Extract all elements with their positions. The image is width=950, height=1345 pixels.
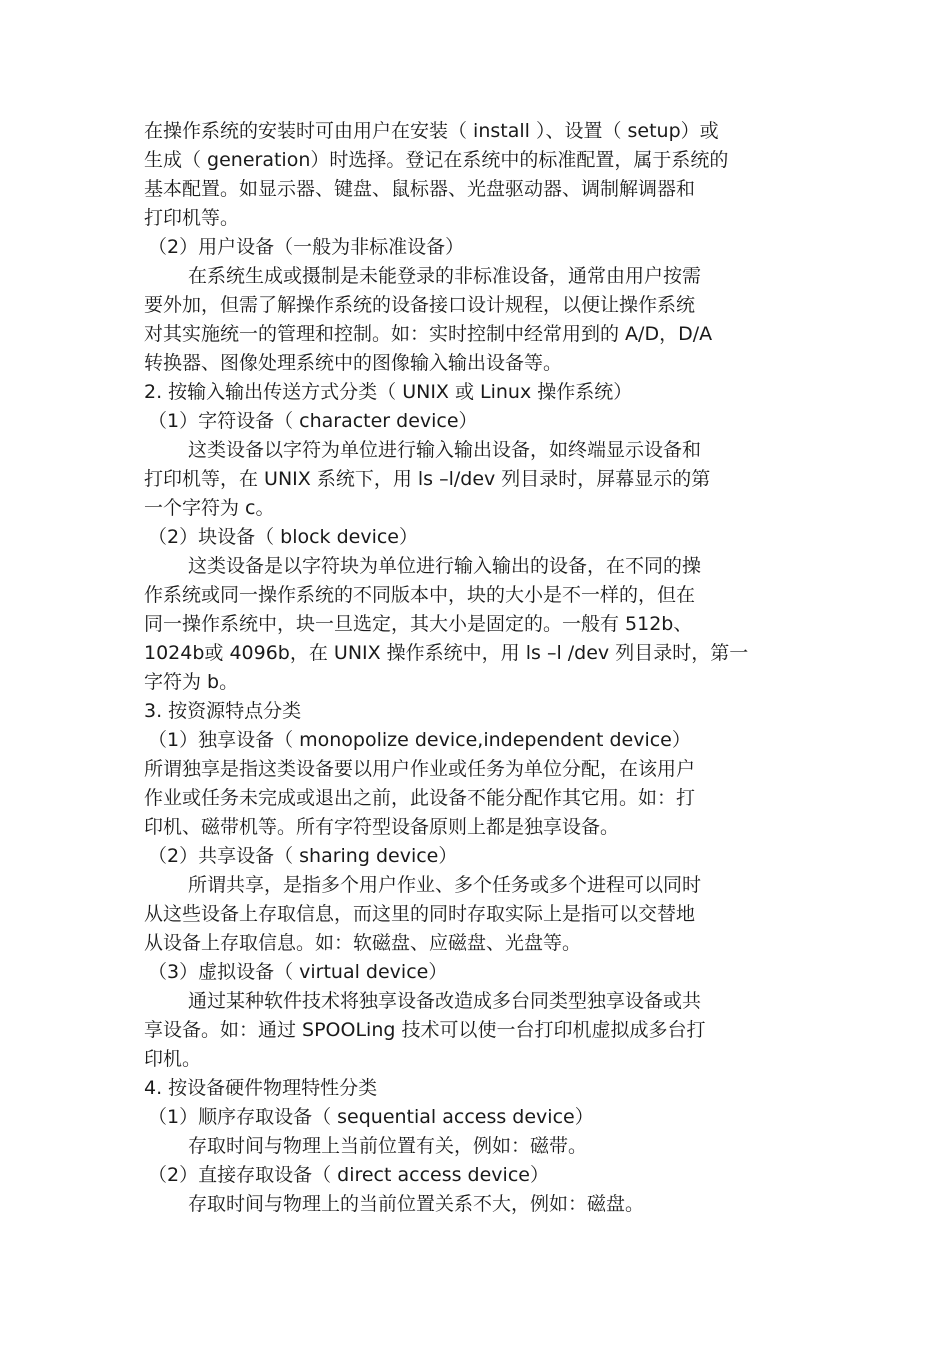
text-line: 在操作系统的安装时可由用户在安装（ install ）、设置（ setup）或 [144,120,719,142]
text-line: 转换器、图像处理系统中的图像输入输出设备等。 [144,352,563,374]
text-line: 要外加，但需了解操作系统的设备接口设计规程，以便让操作系统 [144,294,696,316]
text-line: 这类设备是以字符块为单位进行输入输出的设备，在不同的操 [188,555,702,577]
text-line: 打印机等，在 UNIX 系统下，用 ls –l/dev 列目录时，屏幕显示的第 [144,468,711,490]
text-line: 存取时间与物理上的当前位置关系不大，例如：磁盘。 [188,1193,645,1215]
heading-transfer-mode: 2. 按输入输出传送方式分类（ UNIX 或 Linux 操作系统） [144,381,633,403]
subheading-sequential-device: （1）顺序存取设备（ sequential access device） [148,1106,594,1128]
text-line: 作系统或同一操作系统的不同版本中，块的大小是不一样的，但在 [144,584,696,606]
text-line: 同一操作系统中，块一旦选定，其大小是固定的。一般有 512b、 [144,613,693,635]
text-line: 享设备。如：通过 SPOOLing 技术可以使一台打印机虚拟成多台打 [144,1019,706,1041]
text-line: 1024b或 4096b，在 UNIX 操作系统中，用 ls –l /dev 列目录时，第一 [144,642,749,664]
text-line: 印机、磁带机等。所有字符型设备原则上都是独享设备。 [144,816,620,838]
heading-hardware-type: 4. 按设备硬件物理特性分类 [144,1077,378,1099]
text-line: 打印机等。 [144,207,240,229]
text-line: 通过某种软件技术将独享设备改造成多台同类型独享设备或共 [188,990,702,1012]
text-line: 所谓独享是指这类设备要以用户作业或任务为单位分配，在该用户 [144,758,696,780]
subheading-user-devices: （2）用户设备（一般为非标准设备） [148,236,465,258]
text-line: 在系统生成或摄制是未能登录的非标准设备，通常由用户按需 [188,265,702,287]
subheading-virtual-device: （3）虚拟设备（ virtual device） [148,961,448,983]
subheading-direct-device: （2）直接存取设备（ direct access device） [148,1164,549,1186]
text-line: 对其实施统一的管理和控制。如：实时控制中经常用到的 A/D，D/A [144,323,713,345]
subheading-shared-device: （2）共享设备（ sharing device） [148,845,458,867]
subheading-exclusive-device: （1）独享设备（ monopolize device,independent device） [148,729,691,751]
subheading-block-device: （2）块设备（ block device） [148,526,418,548]
document-body [144,117,824,1219]
text-line: 从设备上存取信息。如：软磁盘、应磁盘、光盘等。 [144,932,582,954]
text-line: 基本配置。如显示器、键盘、鼠标器、光盘驱动器、调制解调器和 [144,178,696,200]
text-line: 存取时间与物理上当前位置有关，例如：磁带。 [188,1135,588,1157]
text-line: 这类设备以字符为单位进行输入输出设备，如终端显示设备和 [188,439,702,461]
heading-resource-type: 3. 按资源特点分类 [144,700,302,722]
text-line: 一个字符为 c。 [144,497,275,519]
text-line: 作业或任务未完成或退出之前，此设备不能分配作其它用。如：打 [144,787,696,809]
text-line: 所谓共享，是指多个用户作业、多个任务或多个进程可以同时 [188,874,702,896]
text-line: 印机。 [144,1048,202,1070]
text-line: 字符为 b。 [144,671,239,693]
subheading-character-device: （1）字符设备（ character device） [148,410,478,432]
text-line: 从这些设备上存取信息，而这里的同时存取实际上是指可以交替地 [144,903,696,925]
text-line: 生成（ generation）时选择。登记在系统中的标准配置，属于系统的 [144,149,729,171]
